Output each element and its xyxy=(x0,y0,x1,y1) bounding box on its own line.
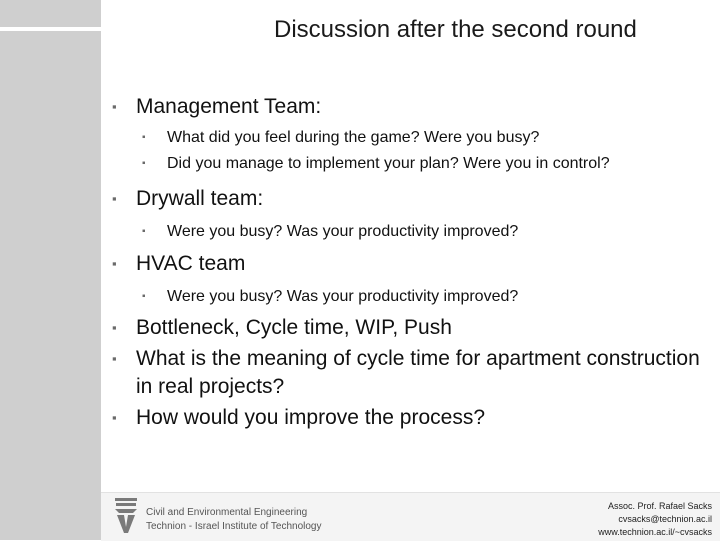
institution-name: Technion - Israel Institute of Technology xyxy=(146,521,322,532)
sub-bullet-hvac-1 xyxy=(112,284,712,310)
title-rule xyxy=(0,27,264,31)
bullet-icon: ▪ xyxy=(112,256,117,271)
sub-bullet-text: Were you busy? Was your productivity improved? xyxy=(167,223,519,240)
contact-block xyxy=(472,500,712,539)
bullet-icon: ▪ xyxy=(142,291,146,302)
slide-title: Discussion after the second round xyxy=(274,16,637,43)
bullet-icon: ▪ xyxy=(142,158,146,169)
institution-department: Civil and Environmental Engineering xyxy=(146,507,308,518)
contact-name: Assoc. Prof. Rafael Sacks xyxy=(607,501,712,511)
sub-bullet-management-2 xyxy=(112,151,712,177)
bullet-text: Management Team: xyxy=(136,95,322,118)
bullet-improve-process xyxy=(112,404,712,432)
bullet-hvac-team xyxy=(112,250,712,278)
sub-bullet-management-1 xyxy=(112,125,712,151)
bullet-icon: ▪ xyxy=(112,99,117,114)
bullet-drywall-team xyxy=(112,185,712,213)
bullet-cycle-time-meaning xyxy=(112,345,712,401)
bullet-text: Drywall team: xyxy=(136,187,264,210)
bullet-icon: ▪ xyxy=(142,132,146,143)
sub-bullet-text: Did you manage to implement your plan? Were you in control? xyxy=(167,155,610,172)
technion-logo-icon xyxy=(113,497,139,535)
slide-content xyxy=(112,93,712,432)
sub-bullet-text: What did you feel during the game? Were you busy? xyxy=(167,129,540,146)
bullet-text: What is the meaning of cycle time for apartment construction in real projects? xyxy=(136,347,700,398)
bullet-icon: ▪ xyxy=(112,351,117,366)
bullet-icon: ▪ xyxy=(112,410,117,425)
sub-bullet-text: Were you busy? Was your productivity improved? xyxy=(167,288,519,305)
bullet-management-team xyxy=(112,93,712,121)
sub-bullet-drywall-1 xyxy=(112,219,712,245)
contact-website[interactable]: www.technion.ac.il/~cvsacks xyxy=(598,527,712,537)
left-sidebar-band xyxy=(0,0,101,540)
contact-email[interactable]: cvsacks@technion.ac.il xyxy=(618,514,712,524)
bullet-text: How would you improve the process? xyxy=(136,406,486,429)
institution-block xyxy=(146,506,366,534)
bullet-icon: ▪ xyxy=(112,320,117,335)
bullet-icon: ▪ xyxy=(112,191,117,206)
bullet-text: HVAC team xyxy=(136,252,246,275)
bullet-text: Bottleneck, Cycle time, WIP, Push xyxy=(136,316,452,339)
bullet-bottleneck xyxy=(112,314,712,342)
bullet-icon: ▪ xyxy=(142,226,146,237)
